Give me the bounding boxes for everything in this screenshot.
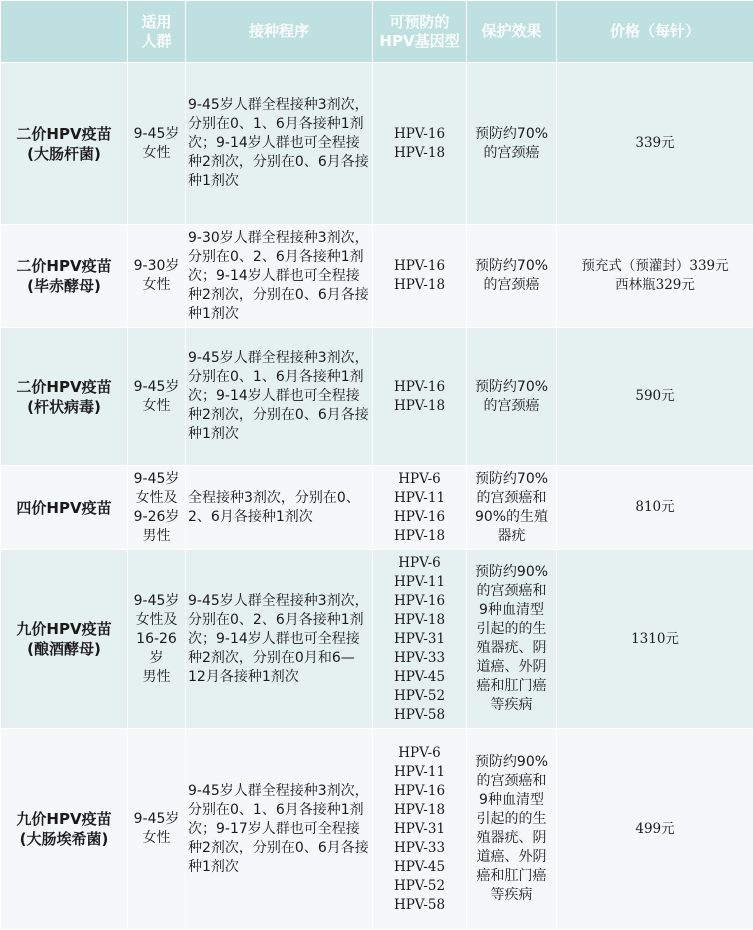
price-cell	[557, 225, 753, 328]
types-cell-line: HPV-18	[393, 611, 446, 628]
table-row	[1, 729, 753, 930]
crowd-cell-line: 9-45岁	[133, 378, 180, 395]
types-cell-line: HPV-31	[393, 630, 446, 647]
crowd-cell	[128, 63, 186, 225]
vaccine-name-cell-line: (酿酒酵母)	[27, 640, 101, 658]
types-cell-line: HPV-58	[393, 896, 446, 913]
procedure-cell: 9-30岁人群全程接种3剂次，分别在0、2、6月各接种1剂次；9-14岁人群也可全程接种2剂次，分别在0、6月各接种1剂次	[186, 225, 373, 328]
effect-cell-line: 等疾病	[490, 697, 533, 713]
header-crowd-line: 适用	[141, 12, 172, 31]
crowd-cell-line: 女性及	[135, 489, 178, 506]
types-cell-line: HPV-45	[393, 668, 446, 685]
types-cell-line: HPV-16	[393, 592, 446, 609]
effect-cell	[467, 729, 557, 930]
crowd-cell-line: 9-45岁	[133, 811, 180, 827]
crowd-cell-line: 9-45岁	[133, 592, 180, 609]
effect-cell-line: 预防约70%	[474, 378, 549, 395]
crowd-cell	[128, 550, 186, 729]
crowd-cell	[128, 466, 186, 550]
types-cell-line: HPV-16	[393, 125, 446, 142]
crowd-cell-line: 9-45岁	[133, 470, 180, 487]
header-types-line: 可预防的	[389, 12, 450, 31]
price-cell-line: 810元	[635, 499, 675, 515]
header-types-line: HPV基因型	[379, 31, 460, 50]
effect-cell-line: 预防约70%	[474, 258, 549, 274]
types-cell-line: HPV-52	[393, 877, 446, 894]
crowd-cell-line: 女性	[142, 277, 171, 293]
types-cell-line: HPV-16	[393, 508, 446, 525]
types-cell-line: HPV-33	[393, 839, 446, 856]
header-procedure: 接种程序	[186, 1, 373, 63]
effect-cell-line: 预防约70%	[474, 125, 549, 142]
crowd-cell-line: 男性	[142, 668, 171, 685]
crowd-cell	[128, 729, 186, 930]
header-vaccine	[1, 1, 128, 63]
effect-cell-line: 殖器疣、阴	[476, 830, 547, 846]
price-cell-line: 339元	[635, 135, 675, 151]
header-crowd	[128, 1, 186, 63]
effect-cell-line: 预防约70%	[474, 470, 549, 487]
effect-cell-line: 的宫颈癌和	[476, 773, 547, 789]
types-cell-line: HPV-18	[393, 527, 446, 544]
table-row	[1, 328, 753, 466]
effect-cell-line: 道癌、外阴	[476, 849, 547, 865]
vaccine-name-cell	[1, 466, 128, 550]
header-row	[1, 1, 753, 63]
vaccine-name-cell	[1, 225, 128, 328]
effect-cell	[467, 466, 557, 550]
effect-cell-line: 引起的的生	[476, 811, 547, 827]
procedure-cell: 9-45岁人群全程接种3剂次，分别在0、2、6月各接种1剂次；9-14岁人群也可全程接种2剂次，分别在0月和6—12月各接种1剂次	[186, 550, 373, 729]
crowd-cell-line: 女性	[142, 830, 171, 846]
price-cell	[557, 466, 753, 550]
effect-cell-line: 90%的生殖	[474, 508, 549, 525]
effect-cell-line: 的宫颈癌和	[476, 489, 547, 506]
types-cell-line: HPV-11	[393, 573, 446, 590]
vaccine-name-cell	[1, 63, 128, 225]
header-price: 价格（每针）	[557, 1, 753, 63]
types-cell	[373, 225, 467, 328]
types-cell-line: HPV-6	[398, 744, 441, 761]
vaccine-name-cell-line: 九价HPV疫苗	[16, 810, 112, 828]
vaccine-name-cell-line: (大肠杆菌)	[27, 144, 101, 163]
crowd-cell-line: 女性	[142, 397, 171, 414]
effect-cell-line: 引起的的生	[476, 621, 547, 637]
crowd-cell-line: 男性	[142, 527, 171, 544]
vaccine-name-cell-line: 二价HPV疫苗	[16, 377, 112, 396]
header-types	[373, 1, 467, 63]
vaccine-name-cell	[1, 328, 128, 466]
effect-cell	[467, 63, 557, 225]
effect-cell-line: 预防约90%	[474, 564, 549, 580]
crowd-cell-line: 女性	[142, 144, 171, 161]
types-cell-line: HPV-18	[393, 144, 446, 161]
effect-cell-line: 的宫颈癌	[483, 397, 540, 414]
effect-cell	[467, 225, 557, 328]
effect-cell-line: 等疾病	[490, 887, 533, 903]
effect-cell-line: 癌和肛门癌	[476, 678, 547, 694]
header-effect: 保护效果	[467, 1, 557, 63]
vaccine-name-cell-line: (大肠埃希菌)	[19, 830, 109, 848]
procedure-cell: 9-45岁人群全程接种3剂次，分别在0、1、6月各接种1剂次；9-17岁人群也可全程接种2剂次，分别在0、6月各接种1剂次	[186, 729, 373, 930]
types-cell	[373, 466, 467, 550]
procedure-cell: 9-45岁人群全程接种3剂次，分别在0、1、6月各接种1剂次；9-14岁人群也可全程接种2剂次，分别在0、6月各接种1剂次	[186, 63, 373, 225]
vaccine-name-cell-line: 四价HPV疫苗	[16, 498, 112, 517]
vaccine-name-cell-line: 九价HPV疫苗	[16, 620, 112, 638]
crowd-cell-line: 9-26岁	[133, 508, 180, 525]
price-cell-line: 499元	[635, 820, 675, 837]
types-cell-line: HPV-16	[393, 782, 446, 799]
types-cell-line: HPV-16	[393, 378, 446, 395]
crowd-cell-line: 女性及	[135, 611, 178, 628]
types-cell	[373, 63, 467, 225]
vaccine-name-cell-line: 二价HPV疫苗	[16, 124, 112, 143]
types-cell-line: HPV-6	[398, 554, 441, 571]
price-cell	[557, 550, 753, 729]
vaccine-name-cell-line: (毕赤酵母)	[27, 277, 101, 295]
crowd-cell	[128, 328, 186, 466]
vaccine-name-cell	[1, 729, 128, 930]
effect-cell-line: 9种血清型	[479, 792, 544, 808]
effect-cell-line: 9种血清型	[479, 602, 544, 618]
price-cell-line: 590元	[635, 388, 675, 404]
effect-cell-line: 殖器疣、阴	[476, 640, 547, 656]
procedure-cell: 全程接种3剂次，分别在0、2、6月各接种1剂次	[186, 466, 373, 550]
header-crowd-line: 人群	[141, 31, 172, 50]
price-cell	[557, 63, 753, 225]
vaccine-name-cell-line: 二价HPV疫苗	[16, 257, 112, 275]
price-cell	[557, 328, 753, 466]
types-cell-line: HPV-31	[393, 820, 446, 837]
price-cell-line: 西林瓶329元	[615, 277, 695, 293]
effect-cell-line: 的宫颈癌和	[476, 583, 547, 599]
table-row	[1, 550, 753, 729]
crowd-cell-line: 16-26岁	[136, 630, 177, 666]
table-row	[1, 63, 753, 225]
table-row	[1, 466, 753, 550]
types-cell-line: HPV-45	[393, 858, 446, 875]
types-cell	[373, 328, 467, 466]
crowd-cell-line: 9-45岁	[133, 125, 180, 142]
vaccine-name-cell-line: (杆状病毒)	[27, 397, 101, 416]
types-cell-line: HPV-11	[393, 489, 446, 506]
types-cell-line: HPV-52	[393, 687, 446, 704]
types-cell-line: HPV-18	[393, 801, 446, 818]
procedure-cell: 9-45岁人群全程接种3剂次，分别在0、1、6月各接种1剂次；9-14岁人群也可全程接种2剂次，分别在0、6月各接种1剂次	[186, 328, 373, 466]
effect-cell	[467, 328, 557, 466]
effect-cell-line: 的宫颈癌	[483, 277, 540, 293]
table-row	[1, 225, 753, 328]
price-cell-line: 1310元	[631, 630, 679, 647]
types-cell	[373, 550, 467, 729]
crowd-cell-line: 9-30岁	[133, 258, 180, 274]
price-cell-line: 预充式（预灌封）339元	[581, 258, 729, 274]
effect-cell-line: 癌和肛门癌	[476, 868, 547, 884]
types-cell-line: HPV-6	[398, 470, 441, 487]
crowd-cell	[128, 225, 186, 328]
effect-cell-line: 预防约90%	[474, 754, 549, 770]
types-cell-line: HPV-58	[393, 706, 446, 723]
effect-cell	[467, 550, 557, 729]
types-cell-line: HPV-16	[393, 258, 446, 274]
types-cell-line: HPV-18	[393, 277, 446, 293]
types-cell-line: HPV-33	[393, 649, 446, 666]
price-cell	[557, 729, 753, 930]
effect-cell-line: 的宫颈癌	[483, 144, 540, 161]
effect-cell-line: 器疣	[497, 527, 526, 544]
types-cell	[373, 729, 467, 930]
types-cell-line: HPV-11	[393, 763, 446, 780]
vaccine-name-cell	[1, 550, 128, 729]
effect-cell-line: 道癌、外阴	[476, 659, 547, 675]
types-cell-line: HPV-18	[393, 397, 446, 414]
